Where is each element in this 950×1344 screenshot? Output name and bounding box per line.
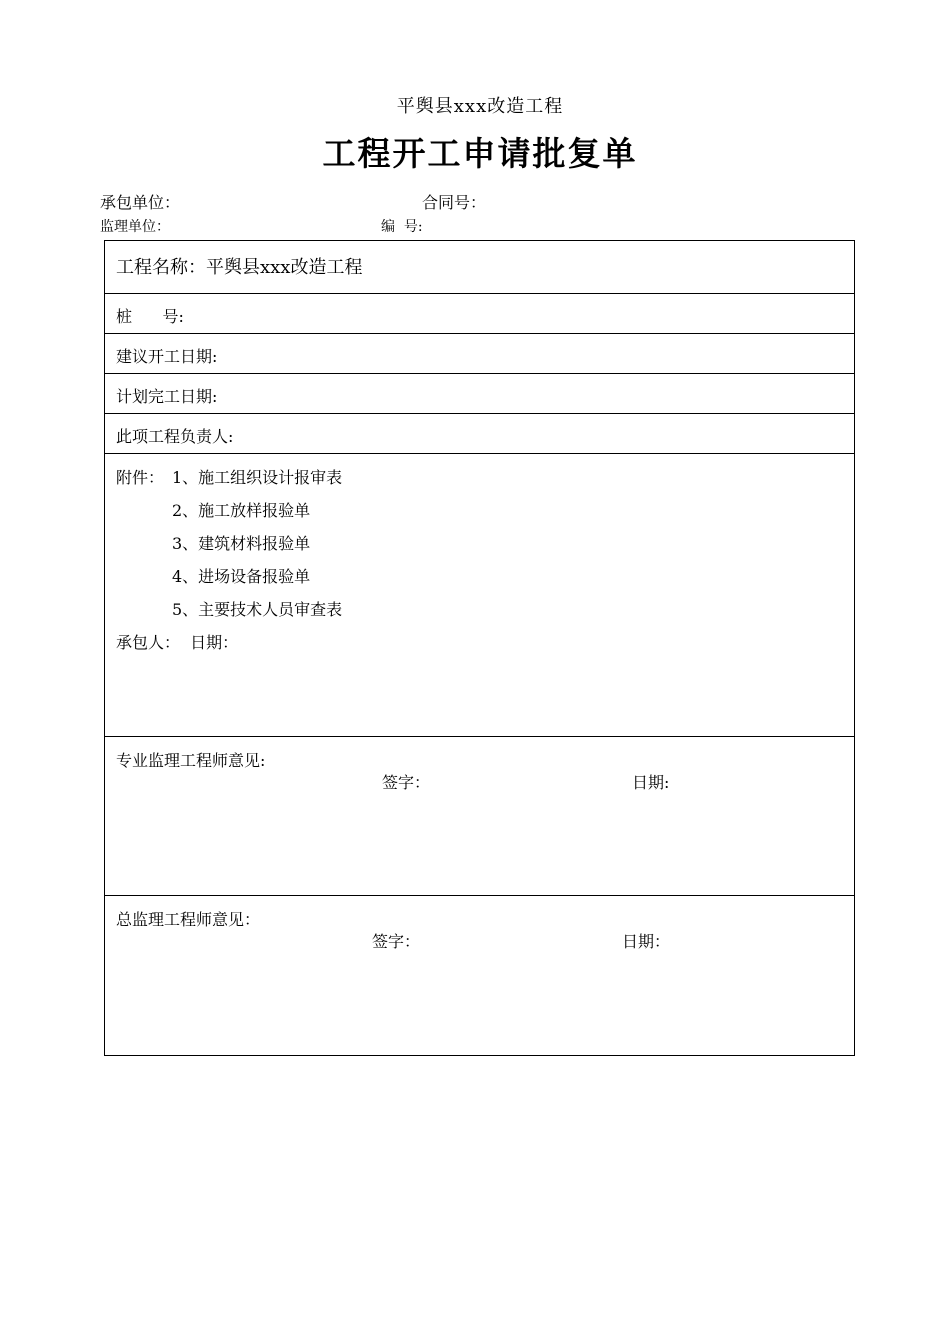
project-name-field: 工程名称：平舆县xxx改造工程 xyxy=(116,257,363,278)
attachments-row xyxy=(105,454,854,737)
planned-start-row xyxy=(105,334,854,374)
serial-number-label: 编 号: xyxy=(381,219,423,235)
planned-start-date-field: 建议开工日期: xyxy=(116,347,218,366)
contractor-signature-date: 承包人： 日期： xyxy=(116,633,239,652)
specialist-signature-label: 签字： xyxy=(382,773,431,792)
project-name-row xyxy=(105,241,854,294)
attachment-item: 5、主要技术人员审查表 xyxy=(172,600,343,619)
attachment-item: 3、建筑材料报验单 xyxy=(172,534,311,553)
stake-number-field: 桩 号: xyxy=(116,307,184,326)
chief-date-label: 日期： xyxy=(622,932,671,951)
attachment-item: 1、施工组织设计报审表 xyxy=(172,468,343,487)
attachment-item: 4、进场设备报验单 xyxy=(172,567,311,586)
specialist-opinion-label: 专业监理工程师意见: xyxy=(116,751,266,770)
stake-number-row xyxy=(105,294,854,334)
attachment-item: 2、施工放样报验单 xyxy=(172,501,311,520)
specialist-date-label: 日期: xyxy=(632,773,670,792)
chief-signature-label: 签字： xyxy=(372,932,421,951)
application-form-table xyxy=(104,240,855,1056)
document-subtitle: 平舆县xxx改造工程 xyxy=(396,96,564,117)
chief-opinion-row xyxy=(105,896,854,1055)
document-title: 工程开工申请批复单 xyxy=(322,134,638,173)
contract-number-label: 合同号： xyxy=(422,193,487,212)
chief-opinion-label: 总监理工程师意见： xyxy=(116,910,261,929)
planned-finish-row xyxy=(105,374,854,414)
contractor-unit-label: 承包单位： xyxy=(100,193,181,212)
supervisor-unit-label: 监理单位： xyxy=(100,219,170,235)
attachments-label: 附件： xyxy=(116,468,165,487)
person-in-charge-row xyxy=(105,414,854,454)
planned-finish-date-field: 计划完工日期: xyxy=(116,387,218,406)
person-in-charge-field: 此项工程负责人: xyxy=(116,427,234,446)
specialist-opinion-row xyxy=(105,737,854,896)
